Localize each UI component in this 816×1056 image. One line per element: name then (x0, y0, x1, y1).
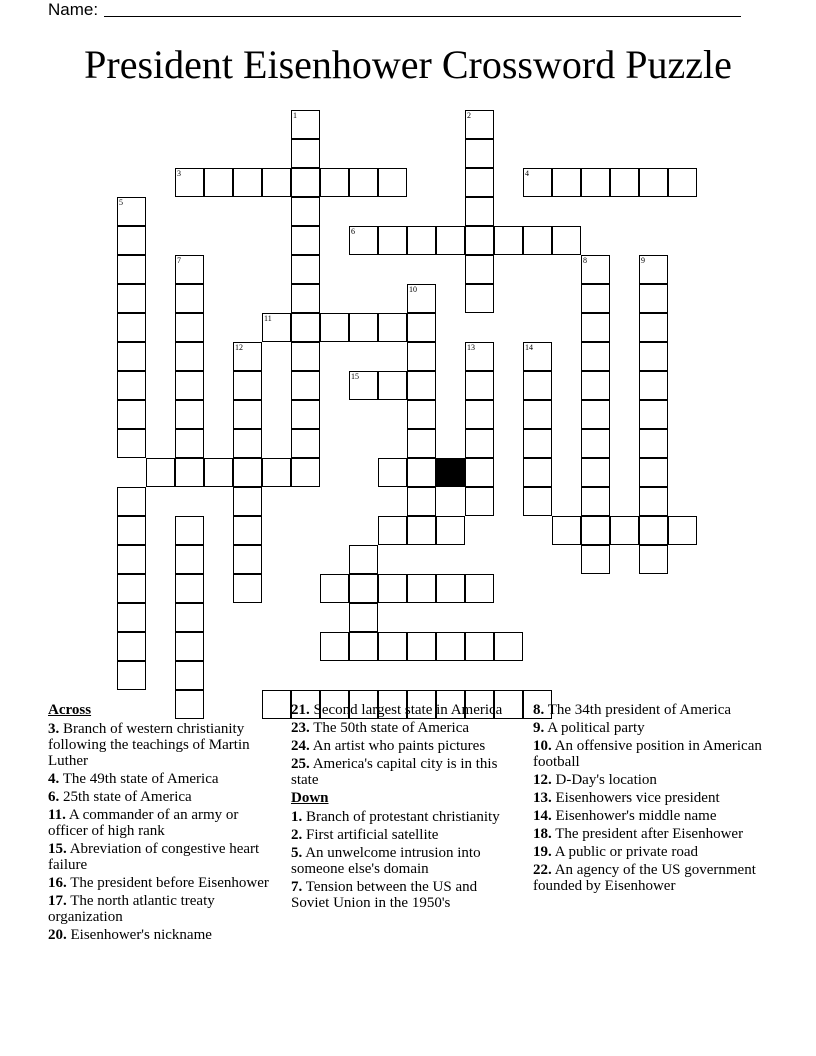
crossword-cell[interactable] (639, 284, 668, 313)
clue-item-text: The 50th state of America (313, 720, 470, 736)
page-title: President Eisenhower Crossword Puzzle (84, 42, 732, 87)
crossword-cell[interactable] (320, 574, 349, 603)
clue-item-number: 19. (533, 844, 552, 860)
clue-item-text: First artificial satellite (306, 827, 439, 843)
crossword-cell[interactable] (465, 487, 494, 516)
crossword-cell[interactable] (581, 487, 610, 516)
crossword-cell[interactable] (175, 255, 204, 284)
clue-item (291, 827, 517, 843)
crossword-cell[interactable] (378, 516, 407, 545)
crossword-cell[interactable] (233, 458, 262, 487)
crossword-cell[interactable] (465, 284, 494, 313)
crossword-cell[interactable] (494, 226, 523, 255)
clue-item (291, 738, 517, 754)
clue-item-text: An artist who paints pictures (312, 738, 486, 754)
clue-item-text: The 49th state of America (62, 771, 219, 787)
crossword-cell[interactable] (291, 400, 320, 429)
crossword-cell[interactable] (465, 110, 494, 139)
crossword-cell[interactable] (117, 487, 146, 516)
crossword-cell[interactable] (581, 545, 610, 574)
clue-number: 5 (119, 198, 123, 207)
clue-number: 15 (351, 372, 359, 381)
crossword-cell[interactable] (349, 603, 378, 632)
crossword-cell[interactable] (465, 197, 494, 226)
crossword-cell[interactable] (581, 313, 610, 342)
crossword-cell[interactable] (523, 400, 552, 429)
clue-item-number: 2. (291, 827, 303, 843)
crossword-cell[interactable] (291, 458, 320, 487)
clue-item-number: 10. (533, 738, 552, 754)
crossword-cell[interactable] (349, 574, 378, 603)
clue-item-number: 23. (291, 720, 310, 736)
crossword-cell[interactable] (581, 516, 610, 545)
crossword-cell[interactable] (378, 313, 407, 342)
crossword-cell[interactable] (378, 168, 407, 197)
crossword-cell[interactable] (523, 168, 552, 197)
clues-column-3 (533, 702, 765, 896)
clue-item (291, 702, 517, 718)
name-label: Name: (48, 0, 99, 19)
crossword-cell[interactable] (639, 458, 668, 487)
crossword-cell[interactable] (639, 342, 668, 371)
clue-item-number: 6. (48, 789, 60, 805)
clue-item (48, 721, 276, 769)
crossword-cell[interactable] (349, 371, 378, 400)
clue-item (291, 845, 517, 877)
crossword-cell[interactable] (407, 342, 436, 371)
crossword-cell[interactable] (262, 313, 291, 342)
across-clue-list-continued (291, 702, 517, 788)
crossword-cell[interactable] (581, 284, 610, 313)
clue-item-number: 1. (291, 809, 303, 825)
crossword-cell[interactable] (117, 545, 146, 574)
crossword-cell[interactable] (233, 487, 262, 516)
crossword-cell[interactable] (465, 139, 494, 168)
clue-item (533, 790, 765, 806)
crossword-cell[interactable] (581, 168, 610, 197)
clue-number: 8 (583, 256, 587, 265)
crossword-cell[interactable] (378, 632, 407, 661)
clue-item-number: 18. (533, 826, 552, 842)
clue-number: 14 (525, 343, 533, 352)
clue-item-text: 25th state of America (63, 789, 192, 805)
crossword-cell[interactable] (407, 574, 436, 603)
crossword-cell[interactable] (291, 168, 320, 197)
crossword-cell[interactable] (407, 516, 436, 545)
clue-item-text: A commander of an army or officer of high rank (48, 807, 239, 839)
clue-item-number: 11. (48, 807, 66, 823)
crossword-cell[interactable] (407, 371, 436, 400)
crossword-cell[interactable] (204, 168, 233, 197)
clue-number: 9 (641, 256, 645, 265)
crossword-cell[interactable] (233, 574, 262, 603)
crossword-cell[interactable] (320, 632, 349, 661)
crossword-cell[interactable] (233, 342, 262, 371)
crossword-cell[interactable] (117, 632, 146, 661)
crossword-cell[interactable] (465, 168, 494, 197)
crossword-cell[interactable] (175, 516, 204, 545)
down-clue-list (291, 809, 517, 911)
clue-item-text: The north atlantic treaty organization (48, 893, 215, 925)
crossword-cell[interactable] (291, 139, 320, 168)
crossword-cell[interactable] (639, 313, 668, 342)
clue-item-number: 13. (533, 790, 552, 806)
crossword-cell[interactable] (262, 458, 291, 487)
crossword-cell[interactable] (262, 168, 291, 197)
clue-item-number: 17. (48, 893, 67, 909)
crossword-cell[interactable] (175, 429, 204, 458)
crossword-cell[interactable] (175, 400, 204, 429)
crossword-cell[interactable] (175, 371, 204, 400)
clue-item-number: 24. (291, 738, 310, 754)
clue-item-text: An agency of the US government founded by Eisenhower (533, 862, 756, 894)
clue-item-text: Eisenhower's nickname (70, 927, 212, 943)
clue-item-number: 4. (48, 771, 60, 787)
name-underline[interactable] (104, 16, 741, 17)
clue-item-number: 22. (533, 862, 552, 878)
clue-item-text: Branch of western christianity following the teachings of Martin Luther (48, 721, 250, 769)
crossword-cell[interactable] (175, 632, 204, 661)
crossword-cell[interactable] (465, 458, 494, 487)
crossword-cell[interactable] (436, 516, 465, 545)
crossword-cell[interactable] (175, 168, 204, 197)
clue-item-number: 8. (533, 702, 545, 718)
crossword-cell[interactable] (465, 632, 494, 661)
crossword-cell[interactable] (291, 313, 320, 342)
clue-number: 7 (177, 256, 181, 265)
clue-item-text: A political party (547, 720, 645, 736)
clue-item-number: 7. (291, 879, 303, 895)
crossword-cell[interactable] (407, 284, 436, 313)
clue-item-text: A public or private road (554, 844, 698, 860)
clue-item (48, 875, 276, 891)
crossword-cell[interactable] (117, 603, 146, 632)
crossword-cell[interactable] (378, 574, 407, 603)
crossword-cell[interactable] (668, 168, 697, 197)
crossword-cell[interactable] (436, 226, 465, 255)
crossword-cell[interactable] (117, 429, 146, 458)
crossword-cell[interactable] (436, 574, 465, 603)
crossword-cell[interactable] (610, 516, 639, 545)
crossword-cell[interactable] (465, 400, 494, 429)
crossword-cell[interactable] (320, 168, 349, 197)
clue-item (48, 807, 276, 839)
crossword-cell[interactable] (639, 429, 668, 458)
crossword-cell[interactable] (349, 226, 378, 255)
crossword-cell[interactable] (465, 342, 494, 371)
crossword-cell[interactable] (465, 255, 494, 284)
clue-item (48, 927, 276, 943)
crossword-cell[interactable] (117, 371, 146, 400)
clue-item (533, 808, 765, 824)
crossword-cell[interactable] (552, 226, 581, 255)
clue-item (291, 879, 517, 911)
crossword-cell[interactable] (639, 487, 668, 516)
clue-item-number: 15. (48, 841, 67, 857)
crossword-cell[interactable] (117, 342, 146, 371)
clue-item (291, 809, 517, 825)
clue-item (48, 841, 276, 873)
clue-item-text: An unwelcome intrusion into someone else's domain (291, 845, 481, 877)
clue-item-number: 25. (291, 756, 310, 772)
crossword-cell[interactable] (233, 545, 262, 574)
across-heading: Across (48, 702, 92, 718)
crossword-cell[interactable] (639, 400, 668, 429)
crossword-cell[interactable] (349, 632, 378, 661)
crossword-cell[interactable] (581, 342, 610, 371)
clue-number: 13 (467, 343, 475, 352)
clue-item-number: 20. (48, 927, 67, 943)
clue-item-text: Eisenhowers vice president (555, 790, 720, 806)
crossword-cell[interactable] (407, 429, 436, 458)
crossword-cell[interactable] (291, 255, 320, 284)
clue-item-text: Abreviation of congestive heart failure (48, 841, 260, 873)
clue-number: 3 (177, 169, 181, 178)
crossword-cell[interactable] (175, 313, 204, 342)
crossword-cell[interactable] (639, 371, 668, 400)
crossword-cell[interactable] (523, 342, 552, 371)
clue-item (291, 720, 517, 736)
crossword-cell[interactable] (233, 516, 262, 545)
clue-item-number: 21. (291, 702, 310, 718)
clue-item (48, 771, 276, 787)
crossword-cell[interactable] (523, 458, 552, 487)
clue-item-text: The 34th president of America (547, 702, 732, 718)
crossword-cell[interactable] (117, 400, 146, 429)
crossword-cell[interactable] (523, 487, 552, 516)
crossword-cell[interactable] (349, 168, 378, 197)
crossword-cell[interactable] (175, 603, 204, 632)
clue-item-text: Eisenhower's middle name (555, 808, 717, 824)
across-clue-list (48, 721, 276, 943)
clue-item-text: Second largest state in America (313, 702, 503, 718)
crossword-cell[interactable] (494, 632, 523, 661)
clue-number: 1 (293, 111, 297, 120)
crossword-cell[interactable] (175, 545, 204, 574)
clue-item-text: An offensive position in American football (533, 738, 762, 770)
crossword-cell[interactable] (639, 255, 668, 284)
clue-item-number: 9. (533, 720, 545, 736)
clue-number: 10 (409, 285, 417, 294)
clues-column-2 (291, 702, 517, 913)
crossword-cell[interactable] (117, 574, 146, 603)
crossword-cell[interactable] (233, 400, 262, 429)
crossword-cell[interactable] (175, 458, 204, 487)
clue-item (533, 772, 765, 788)
crossword-cell[interactable] (581, 255, 610, 284)
clue-item (48, 893, 276, 925)
crossword-cell[interactable] (407, 632, 436, 661)
clue-item-text: America's capital city is in this state (291, 756, 498, 788)
crossword-cell[interactable] (291, 342, 320, 371)
crossword-cell[interactable] (407, 226, 436, 255)
crossword-cell[interactable] (117, 516, 146, 545)
clue-number: 11 (264, 314, 272, 323)
clue-number: 4 (525, 169, 529, 178)
crossword-cell[interactable] (291, 371, 320, 400)
crossword-cell[interactable] (407, 458, 436, 487)
crossword-cell[interactable] (668, 516, 697, 545)
crossword-cell[interactable] (233, 371, 262, 400)
crossword-cell[interactable] (175, 661, 204, 690)
crossword-cell[interactable] (407, 400, 436, 429)
crossword-cell[interactable] (117, 313, 146, 342)
clue-item (533, 720, 765, 736)
down-clue-list-continued (533, 702, 765, 894)
clue-number: 12 (235, 343, 243, 352)
crossword-cell[interactable] (465, 429, 494, 458)
crossword-cell[interactable] (465, 371, 494, 400)
crossword-cell[interactable] (378, 371, 407, 400)
clue-number: 6 (351, 227, 355, 236)
clue-item-text: The president after Eisenhower (555, 826, 744, 842)
crossword-cell[interactable] (233, 429, 262, 458)
crossword-cell[interactable] (407, 487, 436, 516)
crossword-cell[interactable] (523, 226, 552, 255)
clues-column-1 (48, 702, 276, 945)
crossword-cell[interactable] (291, 197, 320, 226)
crossword-cell[interactable] (639, 545, 668, 574)
crossword-cell[interactable] (378, 458, 407, 487)
black-square (436, 458, 465, 487)
crossword-cell[interactable] (117, 226, 146, 255)
crossword-cell[interactable] (639, 168, 668, 197)
clue-item (533, 862, 765, 894)
crossword-cell[interactable] (581, 400, 610, 429)
clue-item (533, 738, 765, 770)
crossword-cell[interactable] (291, 110, 320, 139)
crossword-cell[interactable] (552, 168, 581, 197)
crossword-cell[interactable] (523, 371, 552, 400)
crossword-cell[interactable] (146, 458, 175, 487)
clue-item-number: 16. (48, 875, 67, 891)
crossword-cell[interactable] (320, 313, 349, 342)
clue-item-text: The president before Eisenhower (70, 875, 269, 891)
clue-item (291, 756, 517, 788)
crossword-cell[interactable] (117, 284, 146, 313)
crossword-cell[interactable] (581, 458, 610, 487)
clue-item (533, 702, 765, 718)
crossword-cell[interactable] (610, 168, 639, 197)
crossword-cell[interactable] (436, 632, 465, 661)
crossword-cell[interactable] (349, 545, 378, 574)
crossword-cell[interactable] (523, 429, 552, 458)
crossword-cell[interactable] (581, 371, 610, 400)
clue-item-number: 5. (291, 845, 303, 861)
crossword-cell[interactable] (349, 313, 378, 342)
crossword-cell[interactable] (204, 458, 233, 487)
crossword-cell[interactable] (552, 516, 581, 545)
clue-item (533, 844, 765, 860)
crossword-cell[interactable] (581, 429, 610, 458)
crossword-cell[interactable] (175, 284, 204, 313)
clue-item-number: 14. (533, 808, 552, 824)
crossword-cell[interactable] (291, 284, 320, 313)
crossword-cell[interactable] (291, 226, 320, 255)
crossword-cell[interactable] (291, 429, 320, 458)
clue-item-number: 3. (48, 721, 60, 737)
crossword-cell[interactable] (117, 661, 146, 690)
crossword-cell[interactable] (175, 342, 204, 371)
clue-item (533, 826, 765, 842)
crossword-cell[interactable] (233, 168, 262, 197)
crossword-cell[interactable] (117, 197, 146, 226)
crossword-cell[interactable] (378, 226, 407, 255)
crossword-cell[interactable] (175, 574, 204, 603)
crossword-cell[interactable] (465, 574, 494, 603)
clue-item (48, 789, 276, 805)
crossword-cell[interactable] (465, 226, 494, 255)
down-heading: Down (291, 790, 329, 806)
clue-item-text: Branch of protestant christianity (306, 809, 500, 825)
crossword-cell[interactable] (407, 313, 436, 342)
crossword-cell[interactable] (117, 255, 146, 284)
clue-item-text: Tension between the US and Soviet Union in the 1950's (291, 879, 478, 911)
crossword-cell[interactable] (639, 516, 668, 545)
clue-item-text: D-Day's location (555, 772, 657, 788)
clue-item-number: 12. (533, 772, 552, 788)
clue-number: 2 (467, 111, 471, 120)
